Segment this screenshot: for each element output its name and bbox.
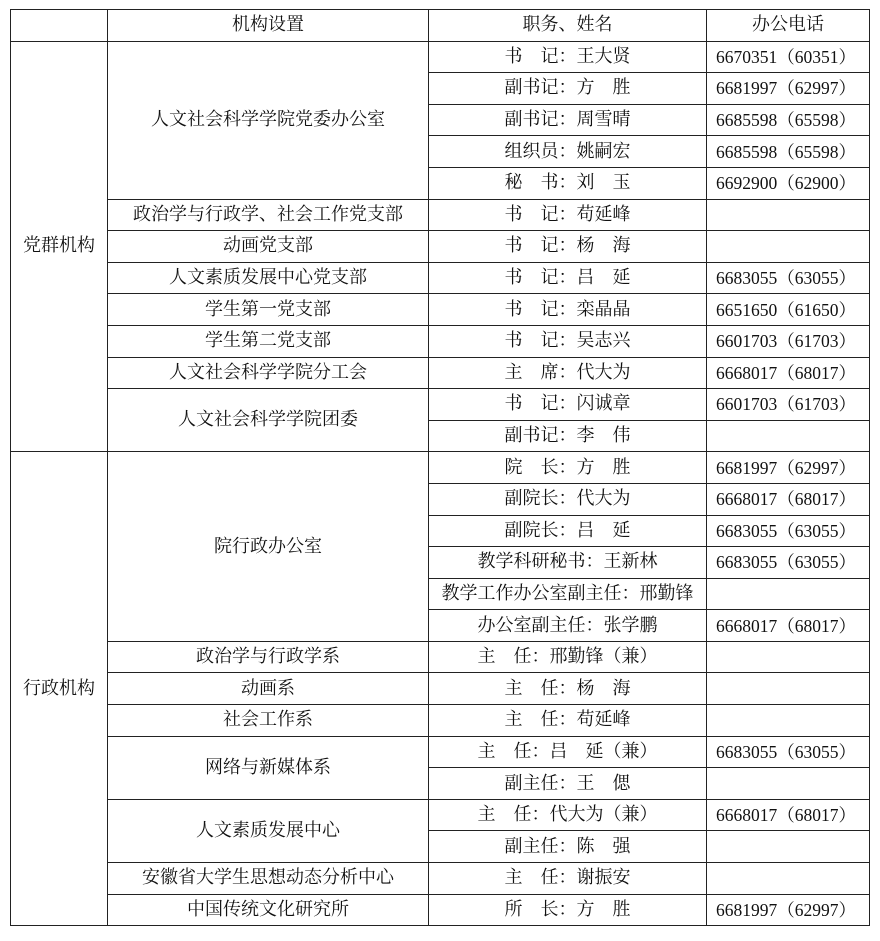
phone-cell: [707, 641, 870, 673]
directory-body: [11, 41, 870, 926]
directory-table: [10, 9, 870, 926]
org-name-cell: 学生第二党支部: [108, 325, 429, 357]
role-name-cell: 办公室副主任：张学鹏: [429, 610, 707, 642]
header-title: 职务、姓名: [429, 10, 707, 42]
phone-cell: 6683055（63055）: [707, 736, 870, 768]
table-row: [11, 199, 870, 231]
table-row: [11, 452, 870, 484]
header-org: 机构设置: [108, 10, 429, 42]
table-row: [11, 262, 870, 294]
org-name-cell: 动画党支部: [108, 231, 429, 263]
role-name-cell: 副主任：陈 强: [429, 831, 707, 863]
role-name-cell: 主 任：吕 延（兼）: [429, 736, 707, 768]
header-blank-cell: [11, 10, 108, 42]
phone-cell: 6670351（60351）: [707, 41, 870, 73]
phone-cell: [707, 231, 870, 263]
role-name-cell: 秘 书：刘 玉: [429, 167, 707, 199]
phone-cell: 6685598（65598）: [707, 104, 870, 136]
phone-cell: 6668017（68017）: [707, 483, 870, 515]
role-name-cell: 书 记：杨 海: [429, 231, 707, 263]
table-row: [11, 736, 870, 768]
phone-cell: [707, 578, 870, 610]
role-name-cell: 主 任：谢振安: [429, 863, 707, 895]
role-name-cell: 书 记：王大贤: [429, 41, 707, 73]
phone-cell: [707, 863, 870, 895]
phone-cell: 6685598（65598）: [707, 136, 870, 168]
role-name-cell: 教学工作办公室副主任：邢勤锋: [429, 578, 707, 610]
role-name-cell: 主 任：苟延峰: [429, 705, 707, 737]
role-name-cell: 主 任：杨 海: [429, 673, 707, 705]
table-row: [11, 863, 870, 895]
table-row: [11, 231, 870, 263]
group-name-cell: 党群机构: [11, 41, 108, 452]
org-name-cell: 政治学与行政学系: [108, 641, 429, 673]
role-name-cell: 副书记：李 伟: [429, 420, 707, 452]
table-row: [11, 799, 870, 831]
phone-cell: [707, 705, 870, 737]
table-row: [11, 41, 870, 73]
role-name-cell: 副主任：王 偲: [429, 768, 707, 800]
role-name-cell: 副院长：吕 延: [429, 515, 707, 547]
phone-cell: [707, 199, 870, 231]
phone-cell: 6692900（62900）: [707, 167, 870, 199]
role-name-cell: 组织员：姚嗣宏: [429, 136, 707, 168]
phone-cell: 6681997（62997）: [707, 894, 870, 926]
role-name-cell: 教学科研秘书：王新林: [429, 547, 707, 579]
phone-cell: 6683055（63055）: [707, 547, 870, 579]
org-name-cell: 人文社会科学学院党委办公室: [108, 41, 429, 199]
table-row: [11, 389, 870, 421]
role-name-cell: 主 任：邢勤锋（兼）: [429, 641, 707, 673]
org-name-cell: 人文社会科学学院分工会: [108, 357, 429, 389]
org-name-cell: 人文社会科学学院团委: [108, 389, 429, 452]
table-row: [11, 325, 870, 357]
role-name-cell: 副书记：方 胜: [429, 73, 707, 105]
table-row: [11, 294, 870, 326]
phone-cell: 6681997（62997）: [707, 452, 870, 484]
table-row: [11, 673, 870, 705]
role-name-cell: 副院长：代大为: [429, 483, 707, 515]
phone-cell: 6601703（61703）: [707, 325, 870, 357]
table-row: [11, 705, 870, 737]
org-name-cell: 安徽省大学生思想动态分析中心: [108, 863, 429, 895]
header-row: [11, 10, 870, 42]
org-name-cell: 网络与新媒体系: [108, 736, 429, 799]
directory-table-container: [10, 9, 870, 926]
table-row: [11, 357, 870, 389]
org-name-cell: 社会工作系: [108, 705, 429, 737]
phone-cell: [707, 420, 870, 452]
org-name-cell: 人文素质发展中心党支部: [108, 262, 429, 294]
phone-cell: 6683055（63055）: [707, 262, 870, 294]
role-name-cell: 书 记：吕 延: [429, 262, 707, 294]
org-name-cell: 动画系: [108, 673, 429, 705]
role-name-cell: 主 任：代大为（兼）: [429, 799, 707, 831]
role-name-cell: 所 长：方 胜: [429, 894, 707, 926]
org-name-cell: 人文素质发展中心: [108, 799, 429, 862]
phone-cell: 6683055（63055）: [707, 515, 870, 547]
header-phone: 办公电话: [707, 10, 870, 42]
phone-cell: [707, 768, 870, 800]
role-name-cell: 副书记：周雪晴: [429, 104, 707, 136]
role-name-cell: 书 记：闪诚章: [429, 389, 707, 421]
table-row: [11, 641, 870, 673]
phone-cell: 6668017（68017）: [707, 610, 870, 642]
org-name-cell: 政治学与行政学、社会工作党支部: [108, 199, 429, 231]
role-name-cell: 主 席：代大为: [429, 357, 707, 389]
org-name-cell: 中国传统文化研究所: [108, 894, 429, 926]
org-name-cell: 学生第一党支部: [108, 294, 429, 326]
role-name-cell: 书 记：苟延峰: [429, 199, 707, 231]
phone-cell: 6651650（61650）: [707, 294, 870, 326]
phone-cell: [707, 831, 870, 863]
phone-cell: 6681997（62997）: [707, 73, 870, 105]
phone-cell: 6668017（68017）: [707, 357, 870, 389]
org-name-cell: 院行政办公室: [108, 452, 429, 642]
phone-cell: [707, 673, 870, 705]
group-name-cell: 行政机构: [11, 452, 108, 926]
role-name-cell: 书 记：栾晶晶: [429, 294, 707, 326]
role-name-cell: 书 记：吴志兴: [429, 325, 707, 357]
table-row: [11, 894, 870, 926]
phone-cell: 6668017（68017）: [707, 799, 870, 831]
phone-cell: 6601703（61703）: [707, 389, 870, 421]
role-name-cell: 院 长：方 胜: [429, 452, 707, 484]
